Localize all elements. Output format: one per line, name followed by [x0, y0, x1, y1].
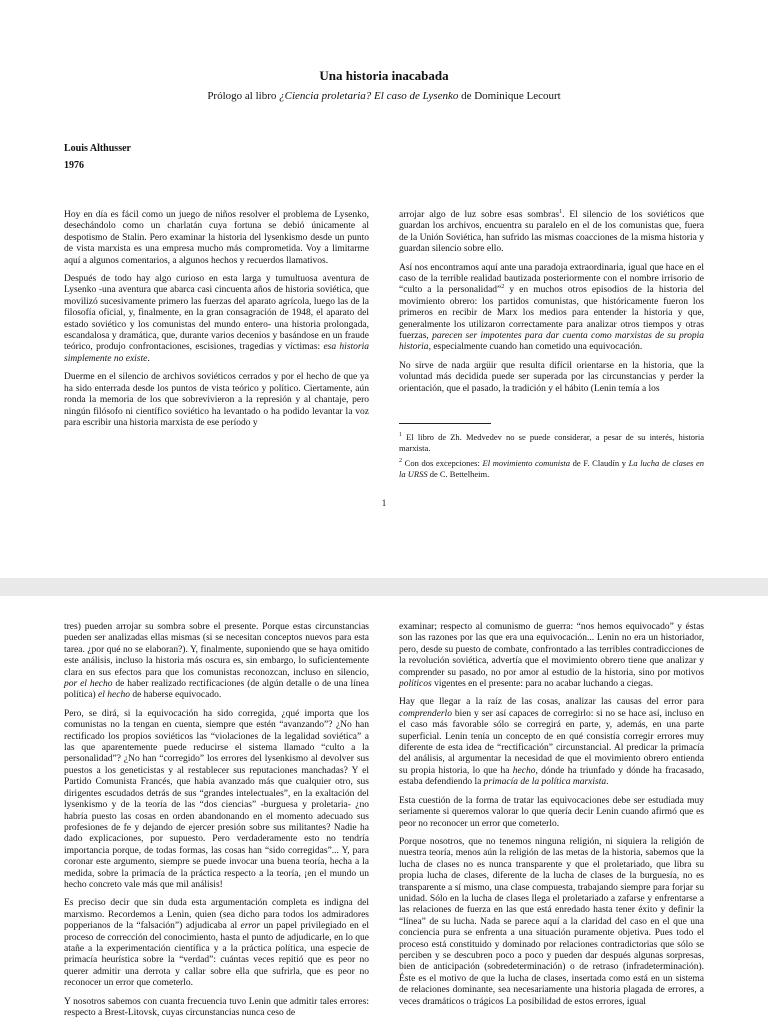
subtitle-prefix: Prólogo al libro — [207, 90, 280, 102]
footnote-ref[interactable]: 1 — [559, 208, 563, 215]
page1-right-column — [399, 210, 704, 402]
page-number: 1 — [381, 498, 387, 508]
footnote-ref[interactable]: 2 — [501, 284, 505, 291]
paragraph: Es preciso decir que sin duda esta argumentación completa es indigna del marxismo. Recordemos a Lenin, quien (sea dicho para todos los admiradores popperianos de la “falsación”) adjudicaba al error un papel privilegiado en el proceso de corrección del conocimiento, hasta el punto de adjudicarle, en lo que atañe a la experimentación científica y a la práctica política, una especie de primacía heurística sobre la “verdad”: cuántas veces repitió que es peor no querer admitir una derrota y callar sobre ella que sufrirla, que es peor no reconocer un error que cometerlo. — [64, 898, 369, 989]
subtitle-suffix: de Dominique Lecourt — [458, 90, 561, 102]
paragraph: Así nos encontramos aquí ante una paradoja extraordinaria, igual que hace en el caso de la terrible realidad bautizada posteriormente con el nombre irrisorio de “culto a la personalidad”$^2$ y en muchos otros episodios de la historia del movimiento obrero: los partidos comunistas, que históricamente fueron los primeros en recibir de Marx los medios para entender la historia y que, generalmente los utilizaron correctamente para analizar otros tiempos y otras fuerzas, parecen ser impotentes para dar cuenta como marxistas de su propia historia, especialmente cuando han cometido una equivocación. — [399, 262, 704, 353]
author-name: Louis Althusser — [64, 143, 131, 154]
document-title: Una historia inacabada — [319, 68, 449, 83]
paragraph: Hay que llegar a la raíz de las cosas, analizar las causas del error para comprenderlo bien y ser así capaces de corregirlo: si no se hace así, incluso en el caso más favorable sólo se corregirá en parte, y, además, en una parte superficial. Lenin tenía un concepto de en qué consistía corregir errores muy diferente de esta idea de “rectificación” circunstancial. Al predicar la primacía del análisis, al argumentar la necesidad de que el movimiento obrero entienda su propia historia, lo que ha hecho, dónde ha triunfado y dónde ha fracasado, estaba defendiendo la primacía de la política marxista. — [399, 697, 704, 788]
paragraph: Después de todo hay algo curioso en esta larga y tumultuosa aventura de Lysenko -una aventura que abarca casi cincuenta años de historia soviética, que movilizó sucesivamente primero las fuerzas del aparato agrícola, luego las de la filosofía oficial, y, finalmente, en la gran consagración de 1948, el aparato del estado soviético y los comunistas del mundo entero- una historia prolongada, escandalosa y dramática, que, durante varios decenios y basándose en un fraude teórico, produjo confrontaciones, escisiones, tragedias y víctimas: esa historia simplemente no existe. — [64, 274, 369, 364]
footnote-2: $^2$ Con dos excepciones: El movimiento comunista de F. Claudín y La lucha de clases en la URSS de C. Bettelheim. — [399, 458, 704, 479]
paragraph: Hoy en día es fácil como un juego de niños resolver el problema de Lysenko, desechándolo como un charlatán cuya fortuna se debió únicamente al despotismo de Stalin. Pero examinar la historia del lysenkismo desde un punto de vista marxista es una empresa mucho más comprometida. Voy a limitarme aquí a algunos comentarios, a algunos hechos y recuerdos llamativos. — [64, 210, 369, 266]
page2-left-column — [64, 622, 369, 1026]
paragraph: Duerme en el silencio de archivos soviéticos cerrados y por el hecho de que ya ha sido enterrada desde los puntos de vista teórico y político. Ciertamente, aún ronda la memoria de los que sobrevivieron a la represión y al chantaje, pero ningún filósofo ni científico soviético ha levantado o ha podido levantar la voz para escribir una historia marxista de ese período y — [64, 372, 369, 428]
footnote-divider — [399, 423, 491, 424]
paragraph: Esta cuestión de la forma de tratar las equivocaciones debe ser estudiada muy seriamente si queremos valorar lo que quería decir Lenin cuando afirmó que es peor no reconocer un error que cometerlo. — [399, 795, 704, 829]
page1-left-column — [64, 210, 369, 436]
paragraph: Y nosotros sabemos con cuanta frecuencia tuvo Lenin que admitir tales errores: respecto a Brest-Litovsk, cuyas circunstancias nunca ceso de — [64, 996, 369, 1018]
paragraph: No sirve de nada argüir que resulta difícil orientarse en la historia, que la voluntad más decidida puede ser superada por las circunstancias y perder la orientación, que el pasado, la tradición y el hábito (Lenin temía a los — [399, 360, 704, 394]
document-subtitle — [0, 90, 768, 102]
paragraph: examinar; respecto al comunismo de guerra: “nos hemos equivocado” y éstas son las razones por las que era una equivocación... Lenin no era un historiador, pero, desde su puesto de combate, confrontado a las terribles contradicciones de la revolución soviética, advertía que el movimiento obrero tiene que analizar y comprender su pasado, no por amor al estudio de la historia, sino por motivos políticos vigentes en el presente: para no acabar luchando a ciegas. — [399, 622, 704, 690]
page2-right-column — [399, 622, 704, 1015]
publication-year: 1976 — [64, 160, 84, 171]
paragraph: arrojar algo de luz sobre esas sombras$^1$. El silencio de los soviéticos que guardan los archivos, encuentra su paralelo en el de los comunistas que, fuera de la Unión Soviética, han sufrido las mismas coacciones de la misma historia y guardan silencio sobre ello. — [399, 208, 704, 255]
paragraph: Pero, se dirá, si la equivocación ha sido corregida, ¿qué importa que los comunistas no la tengan en cuenta, siempre que estén “avanzando”? ¿No han rectificado los propios soviéticos las “violaciones de la legalidad soviética” a las que aparentemente puede reducirse el sistema llamado “culto a la personalidad”? ¿No han “corregido” los errores del lysenkismo al devolver sus puestos a los geneticistas y al restablecer sus reputaciones manchadas? Y el Partido Comunista Francés, que había avanzado más que cualquier otro, sus dirigentes escudados detrás de sus “grandes intelectuales”, en la exaltación del lysenkismo y de la teoría de las “dos ciencias” -burguesa y proletaria- ¿no habría puesto las cosas en orden abandonando en el momento adecuado sus profesiones de fe y dejando de ejercer presión sobre sus militantes? Nadie ha dado explicaciones, por supuesto. Pero verdaderamente esto no tendría importancia porque, de todas formas, las cosas han “sido corregidas”... Y, para coronar este argumento, siempre se puede invocar una buena teoría, hecha a la medida, sobre la primacía de la práctica respecto a la teoría, ¡en el mundo un hecho concreto vale más que mil análisis! — [64, 708, 369, 890]
document-page-2 — [0, 578, 768, 1024]
footnote-1: $^1$ El libro de Zh. Medvedev no se puede considerar, a pesar de su interés, historia marxista. — [399, 432, 704, 453]
paragraph: tres) pueden arrojar su sombra sobre el presente. Porque estas circunstancias pueden ser analizadas ellas mismas (si se necesitan conceptos nuevos para esta tarea. ¿por qué no se elaboran?). Y, finalmente, suponiendo que se haya omitido este análisis, incluso la historia más oscura es, sin embargo, lo suficientemente clara en sus efectos para que los comunistas reconozcan, incluso en silencio, por el hecho de haber realizado rectificaciones (de algún detalle o de una línea política) el hecho de haberse equivocado. — [64, 622, 369, 701]
paragraph: Porque nosotros, que no tenemos ninguna religión, ni siquiera la religión de nuestra teoría, menos aún la religión de las metas de la historia, sabemos que la lucha de clases no es nunca transparente y que el proletariado, que libra su propia lucha de clases, diferente de la lucha de clases de la burguesía, no es transparente a sí mismo, una clase compuesta, trabajando siempre para forjar su unidad. Sólo en la lucha de clases llega el proletariado a zafarse y enfrentarse a las relaciones de fuerza en las que está enredado hasta tener éxito y definir la “línea” de su lucha. Nada se parece aquí a la claridad del caso en el que una conciencia pura se enfrenta a una situación puramente objetiva. Pues todo el proceso está constituido y dominado por relaciones contradictorias que sólo se perciben y se descubren poco a poco y pueden dar después algunas sorpresas, bien de anticipación (sobredeterminación) o de retraso (infradeterminación). Éste es el motivo de que la lucha de clases, insertada como está en un sistema de relaciones dominante, sea necesariamente una historia plagada de errores, a veces dramáticos o trágicos La posibilidad de estos errores, igual — [399, 836, 704, 1007]
subtitle-book-title: ¿Ciencia proletaria? El caso de Lysenko — [279, 90, 459, 102]
